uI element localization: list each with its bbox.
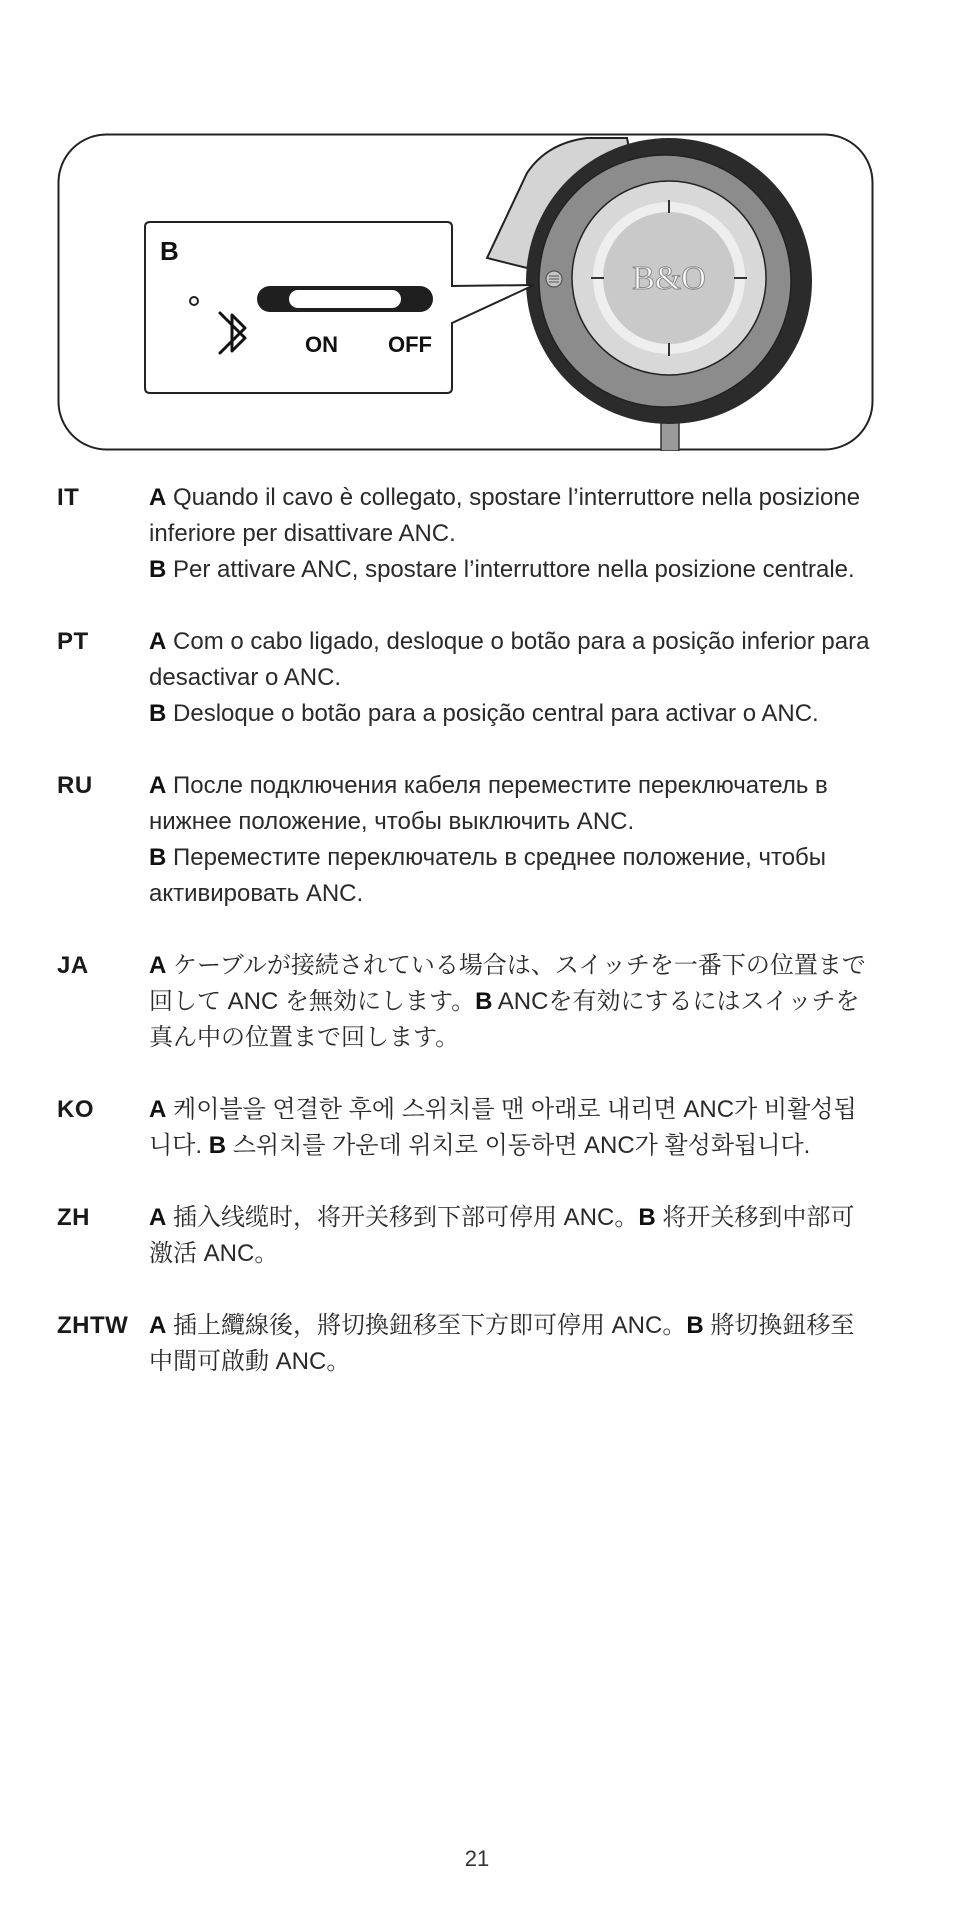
lang-section-ja — [57, 948, 877, 1056]
instruction-b-label: B — [475, 988, 493, 1015]
lang-code: KO — [57, 1096, 94, 1123]
instruction-a — [149, 624, 877, 696]
instruction-b-text: ANCを有効にするにはスイッチを真ん中の位置まで回します。 — [149, 988, 860, 1051]
lang-text — [149, 1308, 877, 1380]
lang-code: ZHTW — [57, 1312, 129, 1339]
lang-text — [149, 480, 877, 588]
lang-section-ko — [57, 1092, 877, 1164]
instruction-b-label: B — [149, 700, 167, 727]
lang-section-it — [57, 480, 877, 588]
instruction-a-text: 插入线缆时，将开关移到下部可停用 ANC。 — [166, 1204, 639, 1231]
instruction-b-label: B — [149, 844, 167, 871]
lang-code: JA — [57, 952, 89, 979]
lang-text — [149, 624, 877, 732]
instruction-b-label: B — [638, 1204, 656, 1231]
lang-code: ZH — [57, 1204, 90, 1231]
lang-section-zh — [57, 1200, 877, 1272]
switch-off-label: OFF — [388, 332, 432, 357]
lang-section-zhtw — [57, 1308, 877, 1380]
instruction-b — [149, 840, 877, 912]
lang-code: IT — [57, 484, 80, 511]
instruction-a — [149, 768, 877, 840]
instruction-a-text: 케이블을 연결한 후에 스위치를 맨 아래로 내리면 ANC가 비활성됩니다. — [149, 1096, 857, 1159]
instruction-a-label: A — [149, 1312, 167, 1339]
lang-code: PT — [57, 628, 89, 655]
instruction-b-label: B — [686, 1312, 704, 1339]
instruction-b-text: Desloque o botão para a posição central para activar o ANC. — [166, 700, 819, 727]
callout-label: B — [160, 236, 179, 266]
anc-switch-illustration — [57, 133, 874, 451]
instruction-ab — [149, 1200, 877, 1272]
instruction-a-text: Quando il cavo è collegato, spostare l’interruttore nella posizione inferiore per disattivare ANC. — [149, 484, 861, 547]
instruction-a — [149, 480, 877, 552]
instruction-b-text: 将开关移到中部可激活 ANC。 — [149, 1204, 855, 1267]
page-number: 21 — [464, 1846, 490, 1871]
instruction-a-text: 插上纜線後，將切換鈕移至下方即可停用 ANC。 — [166, 1312, 687, 1339]
lang-text — [149, 1092, 877, 1164]
lang-section-ru — [57, 768, 877, 912]
instruction-a-label: A — [149, 628, 167, 655]
instruction-a-label: A — [149, 772, 167, 799]
instruction-a-text: После подключения кабеля переместите переключатель в нижнее положение, чтобы выключить ANC. — [149, 772, 828, 835]
instruction-a-label: A — [149, 484, 167, 511]
switch-on-label: ON — [305, 332, 338, 357]
instruction-b — [149, 696, 877, 732]
instruction-b-text: 스위치를 가운데 위치로 이동하면 ANC가 활성화됩니다. — [226, 1132, 811, 1159]
instruction-ab — [149, 1308, 877, 1380]
instruction-b-text: 將切換鈕移至中間可啟動 ANC。 — [149, 1312, 855, 1375]
bo-logo: B&O — [632, 260, 706, 297]
instruction-b-text: Per attivare ANC, spostare l’interruttore nella posizione centrale. — [166, 556, 855, 583]
instruction-ab — [149, 1092, 877, 1164]
instruction-ab — [149, 948, 877, 1056]
lang-text — [149, 948, 877, 1056]
instruction-a-label: A — [149, 1204, 167, 1231]
instruction-b-text: Переместите переключатель в среднее положение, чтобы активировать ANC. — [149, 844, 827, 907]
instruction-a-label: A — [149, 952, 167, 979]
instruction-a-label: A — [149, 1096, 167, 1123]
lang-text — [149, 768, 877, 912]
lang-code: RU — [57, 772, 93, 799]
instruction-b-label: B — [208, 1132, 227, 1159]
slide-switch-icon — [257, 286, 433, 312]
lang-text — [149, 1200, 877, 1272]
instruction-a-text: Com o cabo ligado, desloque o botão para a posição inferior para desactivar o ANC. — [149, 628, 870, 691]
instruction-b-label: B — [149, 556, 167, 583]
instruction-a-text: ケーブルが接続されている場合は、スイッチを一番下の位置まで回して ANC を無効にします。 — [149, 952, 866, 1015]
led-indicator-icon — [190, 297, 198, 305]
lang-section-pt — [57, 624, 877, 732]
language-instructions — [57, 480, 877, 1380]
instruction-b — [149, 552, 877, 588]
